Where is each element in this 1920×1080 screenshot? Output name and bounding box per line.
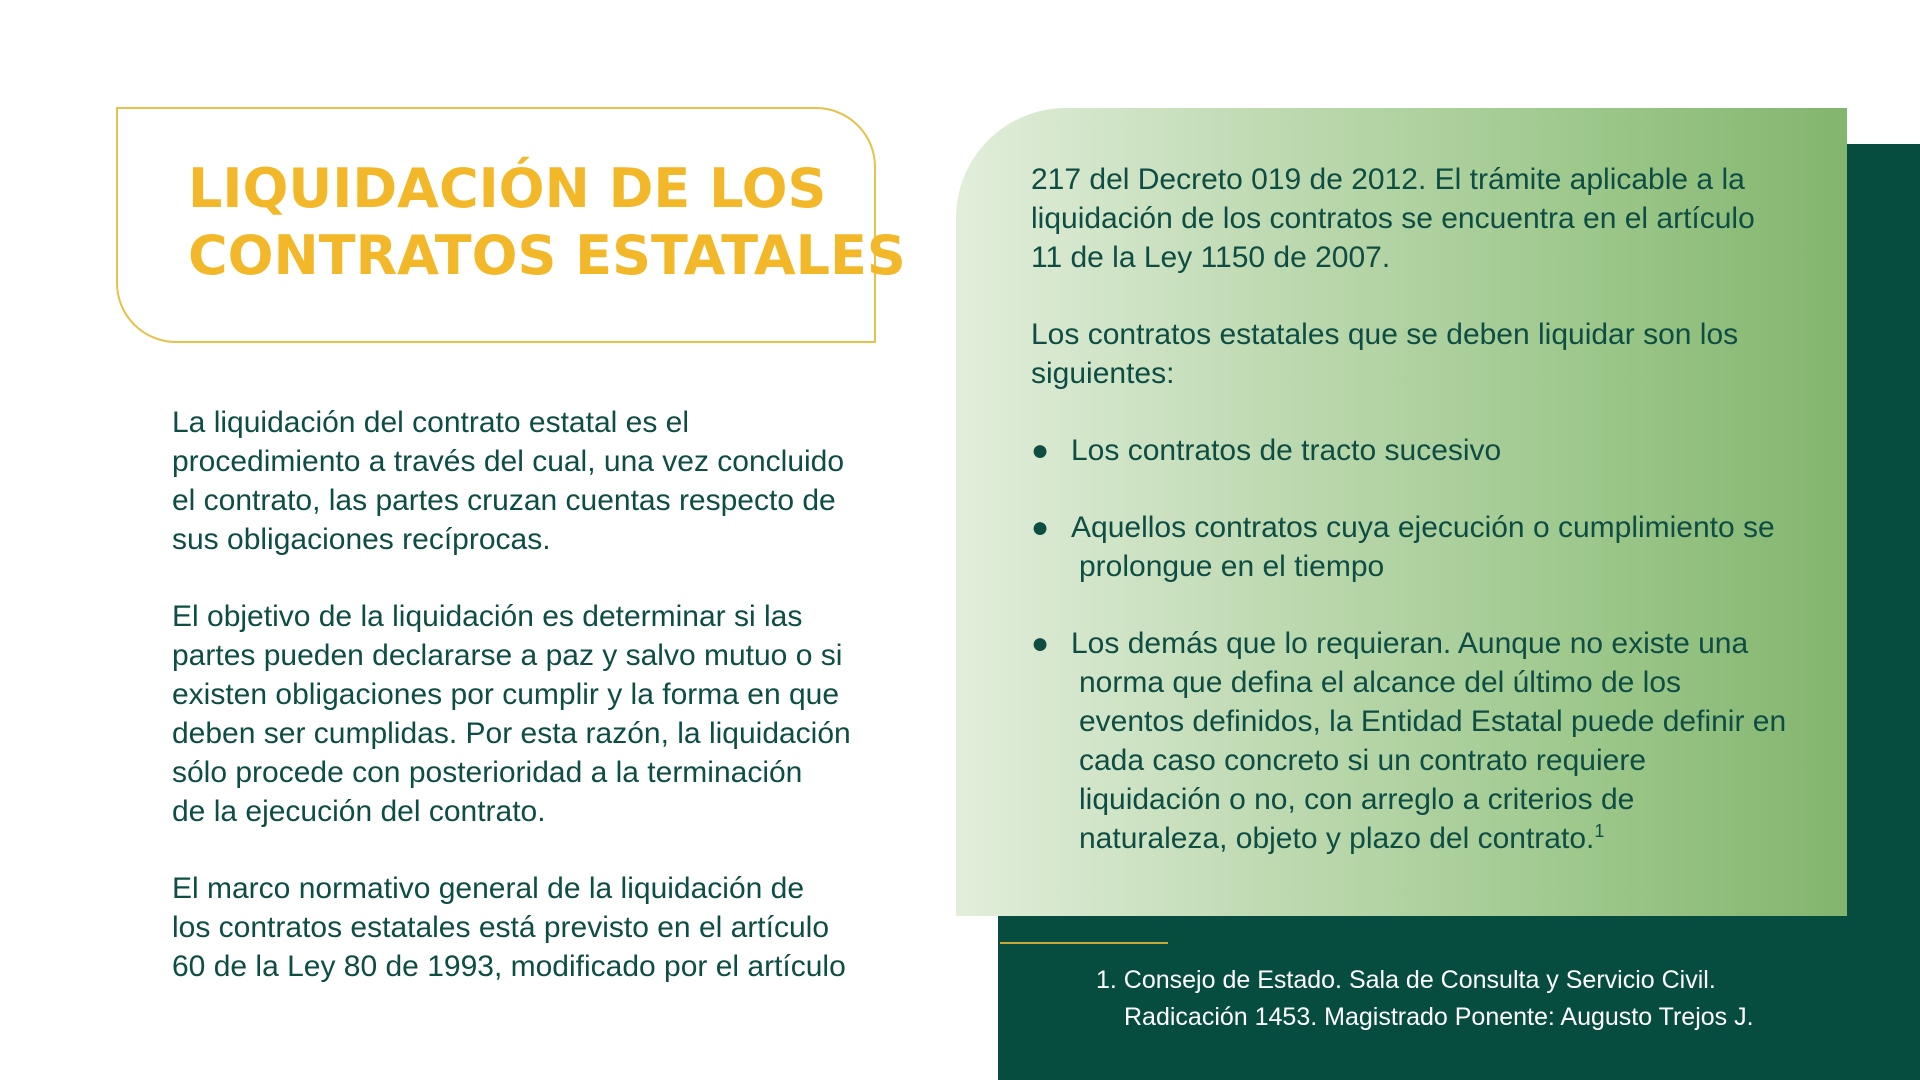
text-line: El marco normativo general de la liquidación de — [172, 872, 805, 905]
title-line-1: LIQUIDACIÓN DE LOS — [188, 157, 827, 220]
paragraph-legal-framework — [172, 869, 872, 986]
text-line: los contratos estatales está previsto en el artículo — [172, 911, 830, 944]
text-line: Los contratos de tracto sucesivo — [1071, 434, 1502, 467]
list-item — [1031, 624, 1831, 858]
text-line: El objetivo de la liquidación es determinar si las — [172, 600, 803, 633]
paragraph-contracts-intro — [1031, 315, 1831, 393]
text-line: cada caso concreto si un contrato requiere — [1079, 744, 1646, 777]
text-line: procedimiento a través del cual, una vez concluido — [172, 445, 845, 478]
text-line: La liquidación del contrato estatal es el — [172, 406, 690, 439]
text-line: 11 de la Ley 1150 de 2007. — [1031, 241, 1391, 274]
page-title — [188, 155, 906, 289]
list-item — [1031, 508, 1831, 586]
bullet-dot-icon: ● — [1031, 434, 1050, 467]
text-line: de la ejecución del contrato. — [172, 795, 546, 828]
title-line-2: CONTRATOS ESTATALES — [188, 224, 906, 287]
paragraph-procedure — [1031, 160, 1831, 277]
text-line: Aquellos contratos cuya ejecución o cumplimiento se — [1071, 511, 1775, 544]
left-column — [172, 403, 872, 1024]
footnote-reference: 1 — [1594, 821, 1605, 841]
text-line: Los contratos estatales que se deben liquidar son los — [1031, 318, 1739, 351]
bullet-dot-icon: ● — [1031, 627, 1050, 660]
text-line: el contrato, las partes cruzan cuentas respecto de — [172, 484, 836, 517]
text-line: 60 de la Ley 80 de 1993, modificado por el artículo — [172, 950, 846, 983]
footnote — [1096, 962, 1754, 1036]
text-line: prolongue en el tiempo — [1079, 550, 1385, 583]
text-line: partes pueden declararse a paz y salvo mutuo o si — [172, 639, 843, 672]
bullet-dot-icon: ● — [1031, 511, 1050, 544]
right-column — [1031, 160, 1831, 896]
list-item — [1031, 431, 1831, 470]
text-line: eventos definidos, la Entidad Estatal puede definir en — [1079, 705, 1787, 738]
footnote-line: Radicación 1453. Magistrado Ponente: Augusto Trejos J. — [1124, 1003, 1754, 1031]
text-line: norma que defina el alcance del último de los — [1079, 666, 1682, 699]
text-line: naturaleza, objeto y plazo del contrato. — [1079, 822, 1595, 855]
paragraph-objective — [172, 597, 872, 831]
title-box — [116, 107, 906, 343]
text-line: deben ser cumplidas. Por esta razón, la liquidación — [172, 717, 851, 750]
text-line: siguientes: — [1031, 357, 1175, 390]
text-line: existen obligaciones por cumplir y la forma en que — [172, 678, 840, 711]
footnote-line: 1. Consejo de Estado. Sala de Consulta y Servicio Civil. — [1096, 966, 1716, 994]
text-line: liquidación de los contratos se encuentra en el artículo — [1031, 202, 1755, 235]
text-line: Los demás que lo requieran. Aunque no existe una — [1071, 627, 1749, 660]
text-line: 217 del Decreto 019 de 2012. El trámite aplicable a la — [1031, 163, 1745, 196]
footnote-divider — [1000, 942, 1168, 944]
text-line: sólo procede con posterioridad a la terminación — [172, 756, 803, 789]
paragraph-definition — [172, 403, 872, 559]
text-line: liquidación o no, con arreglo a criterios de — [1079, 783, 1635, 816]
text-line-with-footnote — [1071, 819, 1831, 858]
text-line: sus obligaciones recíprocas. — [172, 523, 551, 556]
